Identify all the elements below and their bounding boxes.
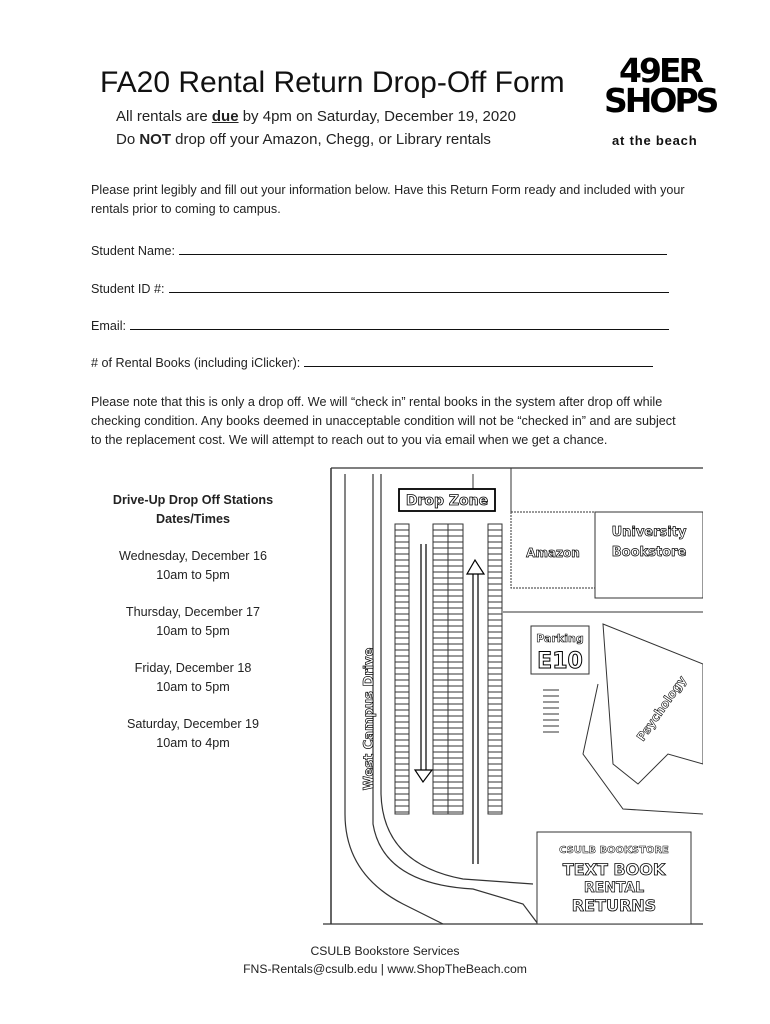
note-paragraph: Please note that this is only a drop off. We will “check in” rental books in the system after drop off while checking condition. Any books deemed in unacceptable condition will not be “checked in” and are subject to the replacement cost. We will attempt to reach out to you via email when we get a chance. [91,395,676,447]
email-label: Email: [91,319,126,333]
email-line[interactable] [130,316,669,330]
footer-email[interactable]: FNS-Rentals@csulb.edu [243,962,378,976]
rental-count-field[interactable] [91,353,653,370]
email-field[interactable] [91,316,669,333]
traffic-arrow-up-icon [467,560,484,864]
rental-count-line[interactable] [304,353,653,367]
footer-contact: FNS-Rentals@csulb.edu | www.ShopTheBeach.com [243,962,527,976]
sign-line-3: RETURNS [571,896,657,915]
page-title: FA20 Rental Return Drop-Off Form [100,66,565,99]
student-id-field[interactable] [91,279,669,296]
parking-label: Parking [536,632,584,645]
station-day: Thursday, December 17 10am to 5pm [125,605,261,638]
intro-paragraph: Please print legibly and fill out your information below. Have this Return Form ready and included with your rentals prior to coming to campus. [91,183,685,216]
street-label: West Campus Drive [362,647,377,791]
campus-map [323,464,703,926]
logo-line-1: 49ER [619,51,701,90]
student-id-line[interactable] [169,279,669,293]
stations-heading: Drive-Up Drop Off Stations [112,493,274,507]
due-notice: All rentals are due by 4pm on Saturday, December 19, 2020 [116,108,516,125]
station-day: Wednesday, December 16 10am to 5pm [119,549,267,582]
student-name-line[interactable] [179,241,667,255]
station-day: Friday, December 18 10am to 5pm [134,661,252,694]
amazon-label: Amazon [526,546,580,560]
bookstore-label: Bookstore [611,545,687,560]
university-label: University [611,525,687,540]
logo-tagline: at the beach [612,133,698,148]
student-id-label: Student ID #: [91,282,165,296]
footer-website[interactable]: www.ShopTheBeach.com [387,962,527,976]
logo-line-2: SHOPS [604,81,717,120]
exclusion-notice: Do NOT drop off your Amazon, Chegg, or Library rentals [116,131,491,148]
lot-label: E10 [537,649,583,674]
sign-header: CSULB BOOKSTORE [559,845,669,856]
sign-line-2: RENTAL [583,880,645,896]
psychology-label: Psychology [633,673,690,744]
station-day: Saturday, December 19 10am to 4pm [126,717,260,750]
student-name-field[interactable] [91,241,667,258]
footer-org: CSULB Bookstore Services [310,944,460,958]
stations-subheading: Dates/Times [156,512,230,526]
drop-zone-label: Drop Zone [405,493,489,509]
49er-shops-logo [604,51,717,154]
drop-off-stations [92,491,294,753]
student-name-label: Student Name: [91,244,176,258]
traffic-arrow-down-icon [415,544,432,782]
rental-count-label: # of Rental Books (including iClicker): [91,356,301,370]
sign-line-1: TEXT BOOK [562,860,666,879]
